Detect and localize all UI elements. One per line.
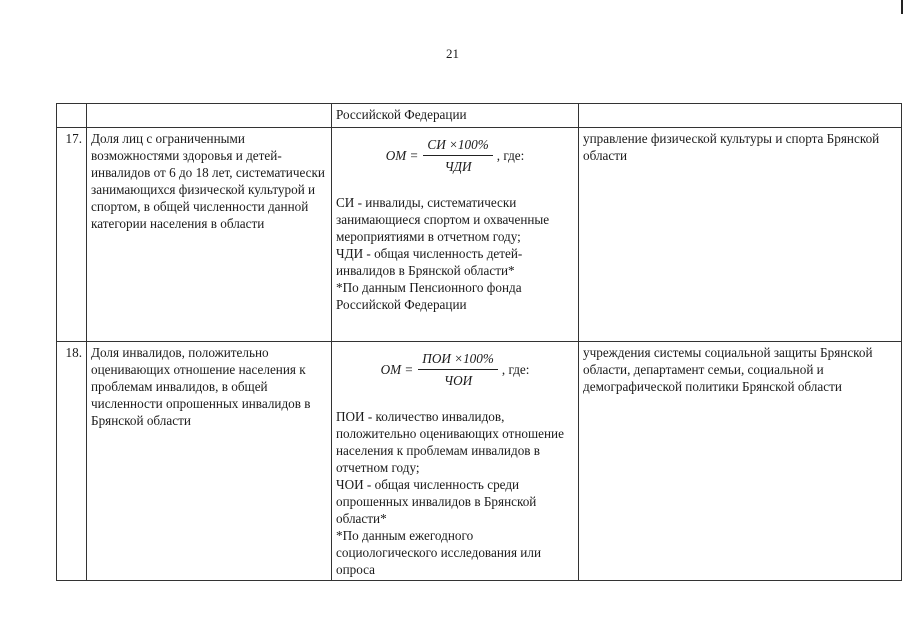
definition-text: СИ - инвалиды, систематически занимающиеся спортом и охваченные мероприятиями в отчетном году; (336, 195, 550, 244)
source-note: *По данным ежегодного социологического исследования или опроса (336, 528, 541, 577)
formula-lhs: ОМ = (385, 147, 419, 163)
responsible-org: управление физической культуры и спорта Брянской области (579, 128, 902, 342)
indicators-table (56, 103, 902, 581)
formula-numerator: ПОИ ×100% (418, 350, 498, 370)
indicator-name: Доля лиц с ограниченными возможностями здоровья и детей-инвалидов от 6 до 18 лет, систематически занимающихся физической культурой и спортом, в общей численности данной категории населения в области (87, 128, 332, 342)
page-number: 21 (446, 46, 459, 61)
formula-numerator: СИ ×100% (423, 136, 492, 156)
formula-fraction (418, 350, 498, 389)
indicator-name: Доля инвалидов, положительно оценивающих отношение населения к проблемам инвалидов, в общей численности опрошенных инвалидов в Брянской области (87, 342, 332, 581)
formula-fraction (423, 136, 492, 175)
formula-denominator: ЧДИ (444, 158, 472, 174)
formula-definitions (336, 194, 574, 313)
formula (336, 130, 574, 180)
table-row (57, 104, 902, 128)
definition-text: ЧОИ - общая численность среди опрошенных инвалидов в Брянской области* (336, 477, 537, 526)
formula-lhs: ОМ = (380, 361, 414, 377)
formula-tail: , где: (501, 361, 530, 377)
indicator-name (87, 104, 332, 128)
scan-edge-mark (901, 0, 903, 14)
row-number: 17. (57, 128, 87, 342)
table-row (57, 342, 902, 581)
definition-text: ЧДИ - общая численность детей-инвалидов в Брянской области* (336, 246, 523, 278)
calculation-method (332, 342, 579, 581)
formula-denominator: ЧОИ (444, 372, 473, 388)
responsible-org: учреждения системы социальной защиты Брянской области, департамент семьи, социальной и демографической политики Брянской области (579, 342, 902, 581)
calculation-method (332, 128, 579, 342)
row-number: 18. (57, 342, 87, 581)
row-number (57, 104, 87, 128)
formula-definitions (336, 408, 574, 578)
continuation-text: Российской Федерации (332, 104, 579, 128)
table-row (57, 128, 902, 342)
formula-tail: , где: (496, 147, 525, 163)
source-note: *По данным Пенсионного фонда Российской Федерации (336, 280, 522, 312)
formula (336, 344, 574, 394)
definition-text: ПОИ - количество инвалидов, положительно оценивающих отношение населения к проблемам инвалидов в отчетном году; (336, 409, 564, 475)
responsible-org (579, 104, 902, 128)
